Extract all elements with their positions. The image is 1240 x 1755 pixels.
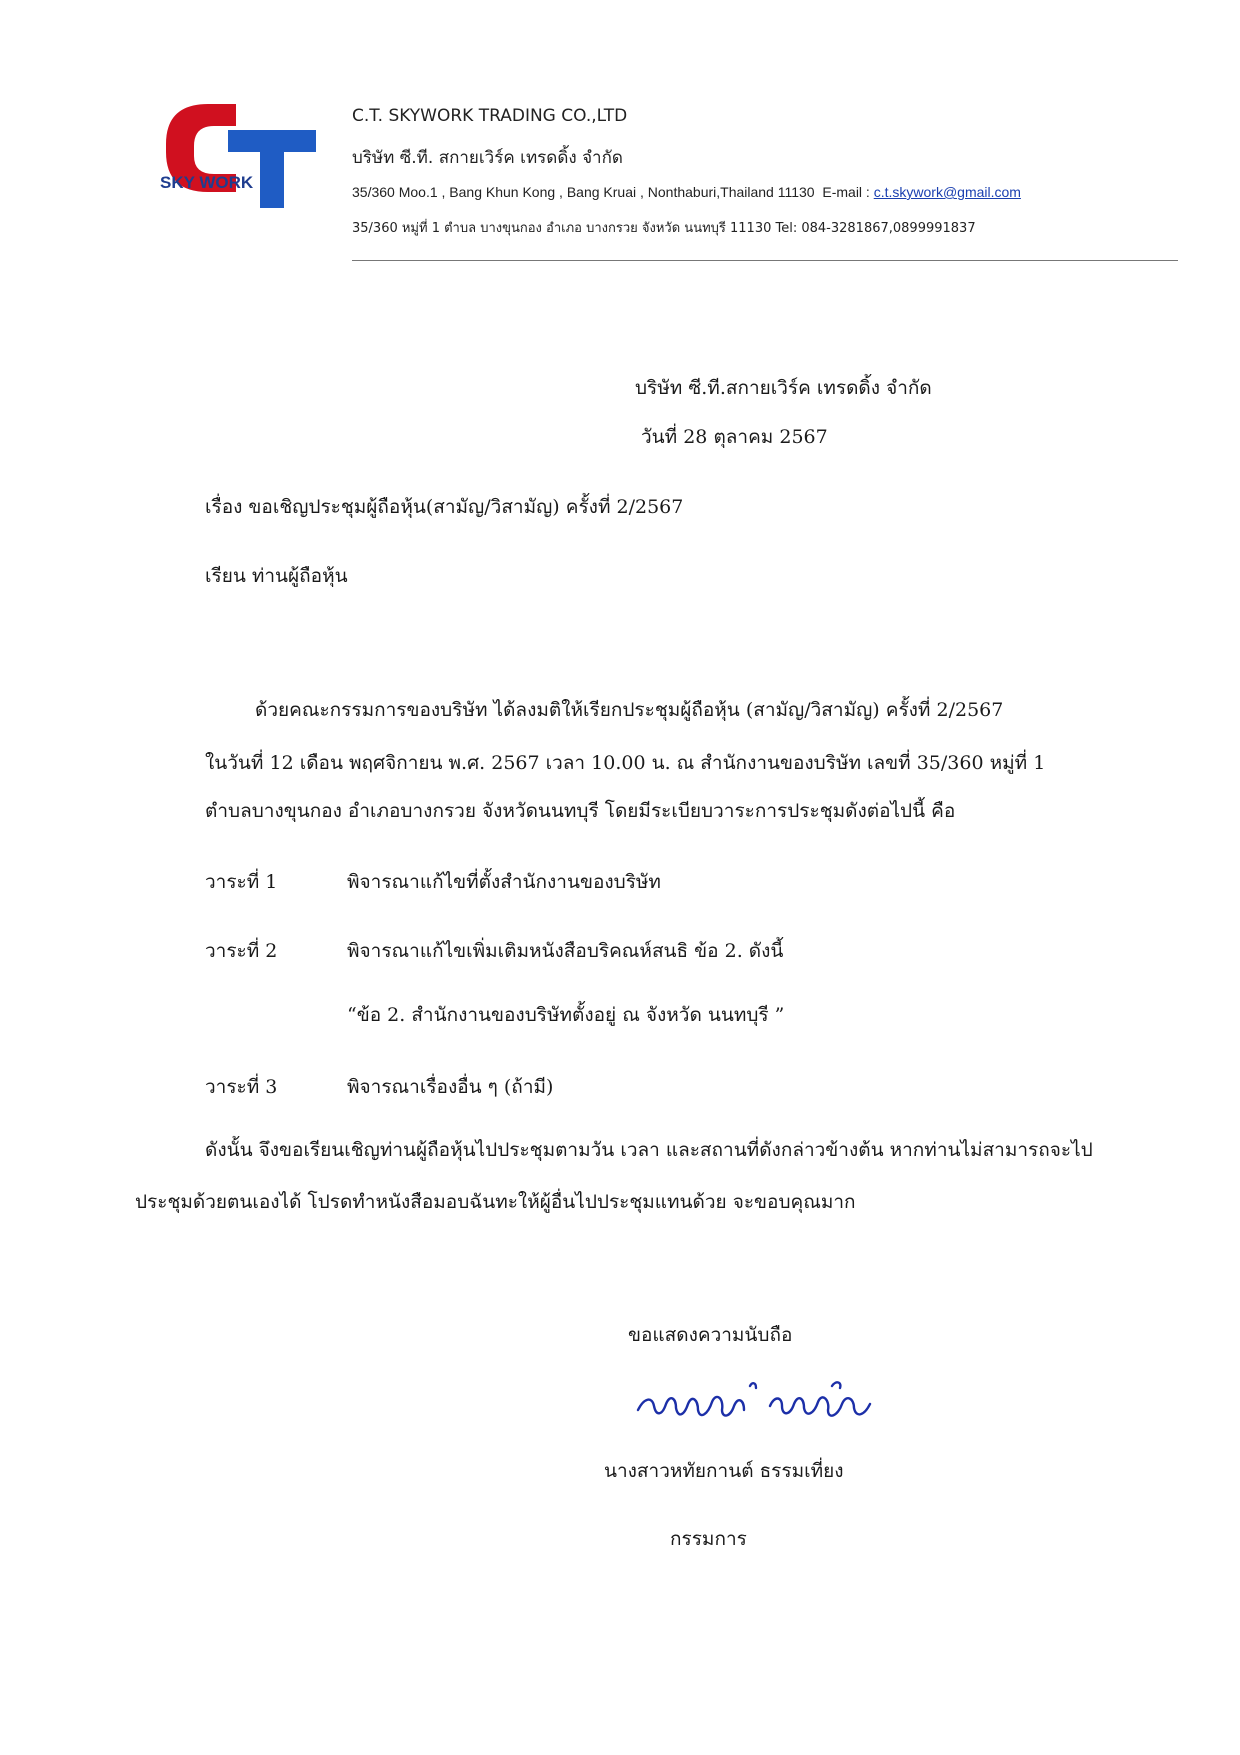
agenda-label: วาระที่ 2 bbox=[205, 940, 278, 962]
logo-text: SKY WORK bbox=[160, 173, 254, 192]
letter-salutation: เรียน ท่านผู้ถือหุ้น bbox=[205, 565, 348, 587]
agenda-text: พิจารณาเรื่องอื่น ๆ (ถ้ามี) bbox=[347, 1076, 554, 1098]
sender-name: บริษัท ซี.ที.สกายเวิร์ค เทรดดิ้ง จำกัด bbox=[635, 377, 932, 399]
email-label: E-mail : bbox=[822, 184, 870, 200]
letter-date: วันที่ 28 ตุลาคม 2567 bbox=[641, 426, 828, 448]
letterhead-divider bbox=[352, 260, 1178, 261]
email-link[interactable]: c.t.skywork@gmail.com bbox=[873, 184, 1021, 200]
company-address-th: 35/360 หมู่ที่ 1 ตำบล บางขุนกอง อำเภอ บางกรวย จังหวัด นนทบุรี 11130 Tel: 084-3281867,0899991837 bbox=[352, 221, 976, 236]
agenda-text: พิจารณาแก้ไขที่ตั้งสำนักงานของบริษัท bbox=[347, 871, 661, 893]
paragraph-line: ด้วยคณะกรรมการของบริษัท ได้ลงมติให้เรียกประชุมผู้ถือหุ้น (สามัญ/วิสามัญ) ครั้งที่ 2/2567 bbox=[255, 699, 1004, 721]
closing-phrase: ขอแสดงความนับถือ bbox=[628, 1324, 793, 1346]
agenda-label: วาระที่ 3 bbox=[205, 1076, 278, 1098]
company-logo bbox=[158, 100, 318, 210]
conclusion-line: ดังนั้น จึงขอเรียนเชิญท่านผู้ถือหุ้นไปประชุมตามวัน เวลา และสถานที่ดังกล่าวข้างต้น หากท่านไม่สามารถจะไป bbox=[205, 1139, 1093, 1161]
paragraph-line: ตำบลบางขุนกอง อำเภอบางกรวย จังหวัดนนทบุรี โดยมีระเบียบวาระการประชุมดังต่อไปนี้ คือ bbox=[205, 800, 956, 822]
handwritten-signature bbox=[632, 1376, 882, 1432]
signatory-name: นางสาวหทัยกานต์ ธรรมเที่ยง bbox=[604, 1460, 844, 1482]
agenda-text: พิจารณาแก้ไขเพิ่มเติมหนังสือบริคณห์สนธิ ข้อ 2. ดังนี้ bbox=[347, 940, 784, 962]
signatory-position: กรรมการ bbox=[670, 1528, 747, 1550]
letter-subject: เรื่อง ขอเชิญประชุมผู้ถือหุ้น(สามัญ/วิสามัญ) ครั้งที่ 2/2567 bbox=[205, 496, 684, 518]
address-en-text: 35/360 Moo.1 , Bang Khun Kong , Bang Kruai , Nonthaburi,Thailand 11130 bbox=[352, 184, 815, 200]
company-name-th: บริษัท ซี.ที. สกายเวิร์ค เทรดดิ้ง จำกัด bbox=[352, 148, 623, 168]
paragraph-line: ในวันที่ 12 เดือน พฤศจิกายน พ.ศ. 2567 เวลา 10.00 น. ณ สำนักงานของบริษัท เลขที่ 35/360 หมู่ที่ 1 bbox=[205, 752, 1046, 774]
conclusion-line: ประชุมด้วยตนเองได้ โปรดทำหนังสือมอบฉันทะให้ผู้อื่นไปประชุมแทนด้วย จะขอบคุณมาก bbox=[135, 1191, 856, 1213]
agenda-label: วาระที่ 1 bbox=[205, 871, 278, 893]
logo-t-shape bbox=[228, 130, 316, 208]
company-name-en: C.T. SKYWORK TRADING CO.,LTD bbox=[352, 106, 628, 126]
company-address-en bbox=[352, 184, 1021, 200]
agenda-quote: “ข้อ 2. สำนักงานของบริษัทตั้งอยู่ ณ จังหวัด นนทบุรี ” bbox=[347, 1004, 785, 1026]
